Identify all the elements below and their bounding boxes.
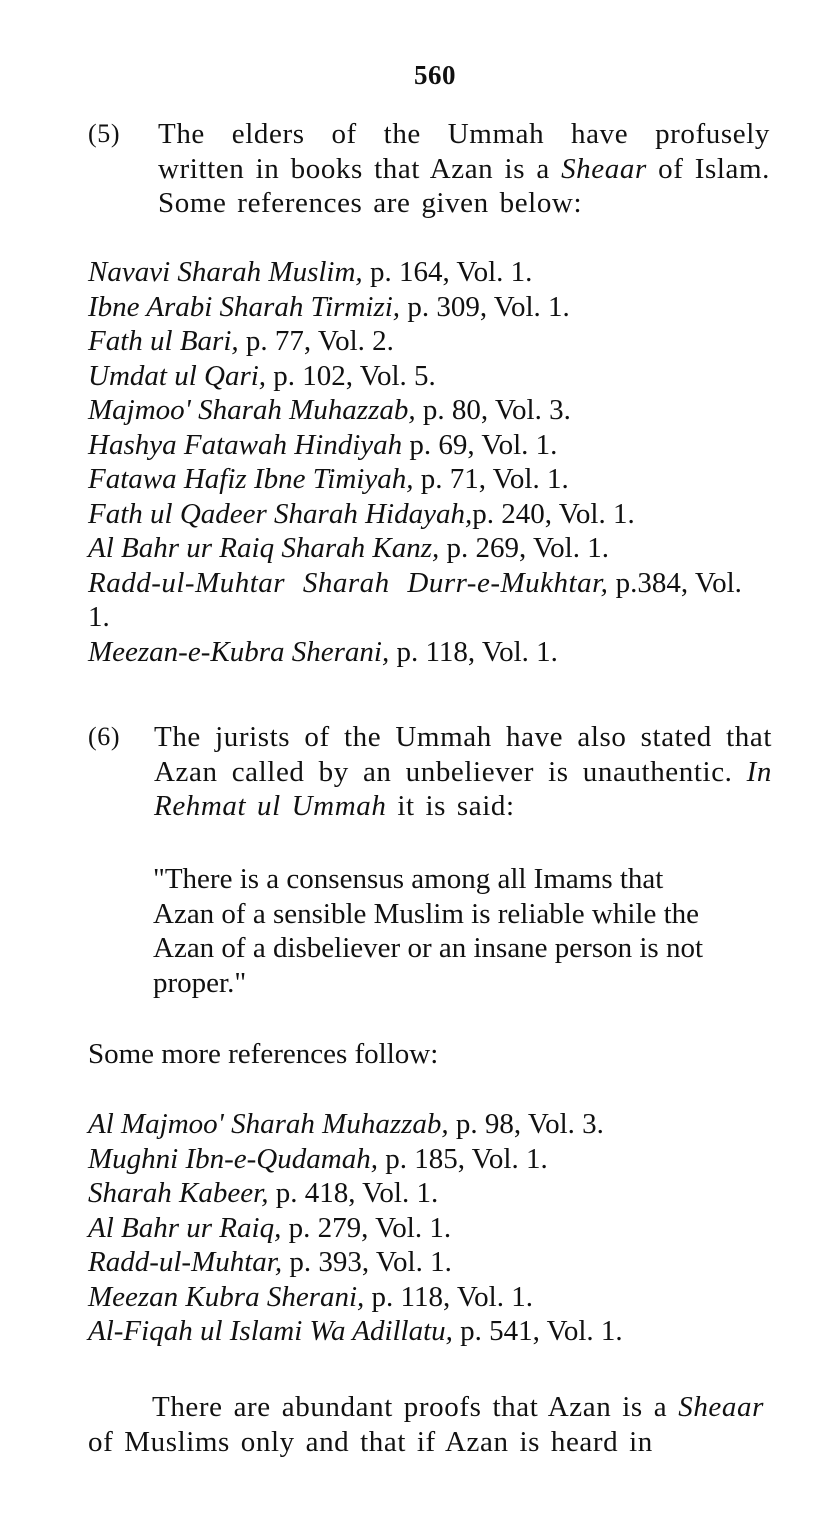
reference-item: Mughni Ibn-e-Qudamah, p. 185, Vol. 1. — [88, 1142, 548, 1175]
reference-item: Fath ul Qadeer Sharah Hidayah,p. 240, Vol. 1. — [88, 497, 635, 530]
item-marker: (5) — [88, 119, 121, 148]
reference-item: Navavi Sharah Muslim, p. 164, Vol. 1. — [88, 256, 533, 288]
item-body: The jurists of the Ummah have also stated that Azan called by an unbeliever is unauthentic. In Rehmat ul Ummah it is said: — [154, 721, 772, 822]
reference-item: Radd-ul-Muhtar Sharah Durr-e-Mukhtar, p.384, Vol. 1. — [88, 566, 742, 633]
reference-item: Majmoo' Sharah Muhazzab, p. 80, Vol. 3. — [88, 394, 571, 426]
reference-list-1 — [88, 255, 778, 669]
reference-item: Meezan-e-Kubra Sherani, p. 118, Vol. 1. — [88, 635, 558, 668]
reference-item: Hashya Fatawah Hindiyah p. 69, Vol. 1. — [88, 428, 558, 461]
reference-item: Fatawa Hafiz Ibne Timiyah, p. 71, Vol. 1. — [88, 463, 569, 495]
reference-item: Meezan Kubra Sherani, p. 118, Vol. 1. — [88, 1280, 533, 1313]
reference-item: Al Bahr ur Raiq, p. 279, Vol. 1. — [88, 1211, 452, 1244]
reference-list-2 — [88, 1107, 778, 1349]
reference-item: Al Majmoo' Sharah Muhazzab, p. 98, Vol. 3. — [88, 1108, 604, 1140]
reference-item: Umdat ul Qari, p. 102, Vol. 5. — [88, 359, 436, 392]
reference-item: Sharah Kabeer, p. 418, Vol. 1. — [88, 1177, 439, 1209]
reference-item: Fath ul Bari, p. 77, Vol. 2. — [88, 325, 394, 357]
page-number: 560 — [414, 60, 456, 90]
reference-item: Ibne Arabi Sharah Tirmizi, p. 309, Vol. 1. — [88, 290, 570, 323]
item-body: The elders of the Ummah have profusely written in books that Azan is a Sheaar of Islam. Some references are given below: — [158, 118, 770, 219]
numbered-item-6 — [88, 720, 772, 824]
source-title: In Rehmat ul Ummah — [154, 755, 772, 822]
more-references-intro: Some more references follow: — [88, 1038, 439, 1070]
numbered-item-5 — [88, 117, 770, 221]
term-sheaar: Sheaar — [561, 152, 647, 185]
item-marker: (6) — [88, 722, 121, 751]
reference-item: Radd-ul-Muhtar, p. 393, Vol. 1. — [88, 1246, 452, 1278]
reference-item: Al-Fiqah ul Islami Wa Adillatu, p. 541, Vol. 1. — [88, 1315, 623, 1347]
term-sheaar: Sheaar — [678, 1391, 764, 1423]
closing-paragraph: There are abundant proofs that Azan is a Sheaar of Muslims only and that if Azan is heard in — [88, 1391, 764, 1458]
block-quote: "There is a consensus among all Imams that Azan of a sensible Muslim is reliable while the Azan of a disbeliever or an insane person is not proper." — [153, 863, 704, 999]
reference-item: Al Bahr ur Raiq Sharah Kanz, p. 269, Vol. 1. — [88, 532, 609, 564]
